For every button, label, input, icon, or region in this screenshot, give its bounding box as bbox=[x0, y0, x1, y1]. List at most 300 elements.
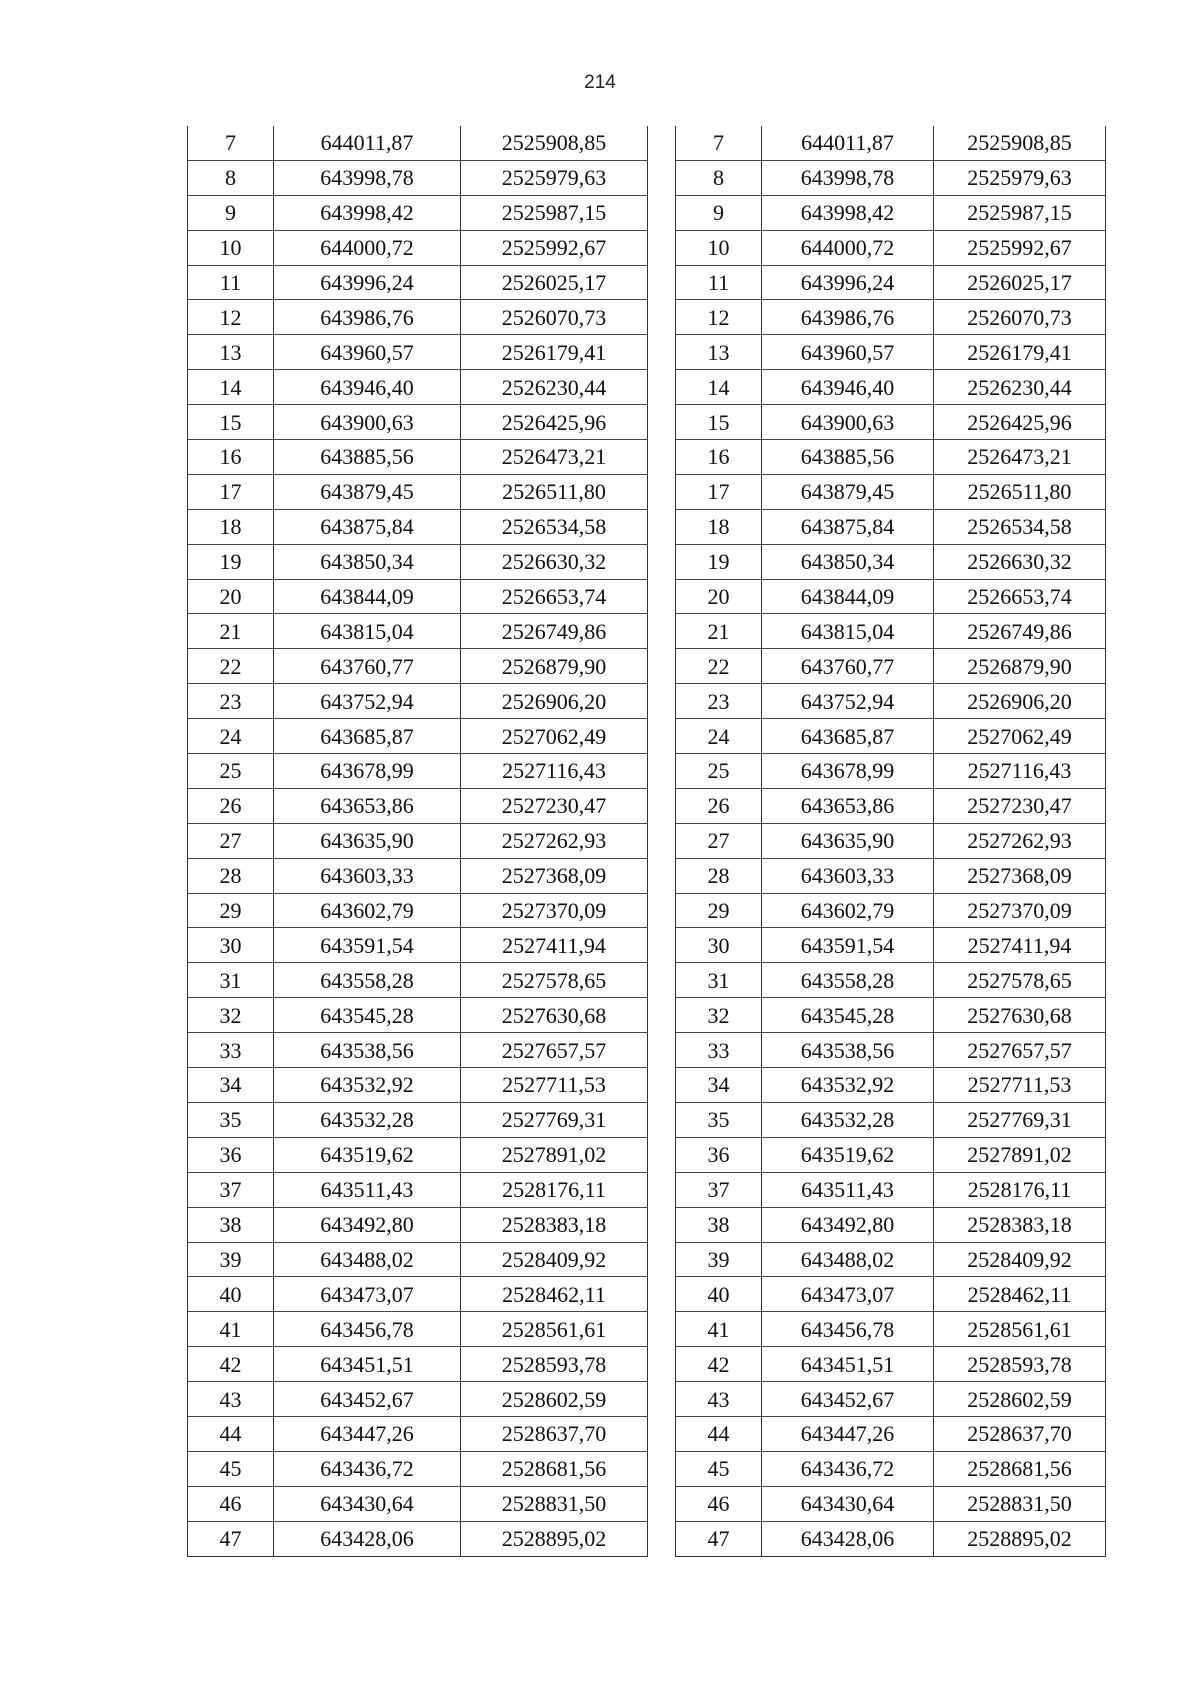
x-coordinate-cell: 643532,92 bbox=[762, 1068, 934, 1103]
table-row bbox=[188, 230, 648, 265]
y-coordinate-cell: 2528409,92 bbox=[461, 1242, 648, 1277]
y-coordinate-cell: 2526070,73 bbox=[934, 300, 1106, 335]
point-number-cell: 17 bbox=[188, 474, 274, 509]
table-row bbox=[188, 1451, 648, 1486]
point-number-cell: 23 bbox=[188, 684, 274, 719]
y-coordinate-cell: 2526511,80 bbox=[461, 474, 648, 509]
table-row bbox=[676, 300, 1106, 335]
point-number-cell: 36 bbox=[676, 1137, 762, 1172]
x-coordinate-cell: 643850,34 bbox=[274, 544, 461, 579]
x-coordinate-cell: 643532,28 bbox=[274, 1102, 461, 1137]
y-coordinate-cell: 2528602,59 bbox=[461, 1382, 648, 1417]
coordinates-table-right bbox=[675, 126, 1106, 1557]
table-row bbox=[676, 754, 1106, 789]
x-coordinate-cell: 643685,87 bbox=[762, 719, 934, 754]
x-coordinate-cell: 643760,77 bbox=[762, 649, 934, 684]
y-coordinate-cell: 2526230,44 bbox=[934, 370, 1106, 405]
y-coordinate-cell: 2528383,18 bbox=[461, 1207, 648, 1242]
point-number-cell: 13 bbox=[188, 335, 274, 370]
point-number-cell: 21 bbox=[676, 614, 762, 649]
x-coordinate-cell: 643447,26 bbox=[274, 1416, 461, 1451]
y-coordinate-cell: 2528561,61 bbox=[934, 1312, 1106, 1347]
y-coordinate-cell: 2525987,15 bbox=[461, 195, 648, 230]
point-number-cell: 44 bbox=[188, 1416, 274, 1451]
x-coordinate-cell: 643760,77 bbox=[274, 649, 461, 684]
table-row bbox=[188, 1207, 648, 1242]
point-number-cell: 26 bbox=[676, 788, 762, 823]
point-number-cell: 27 bbox=[188, 823, 274, 858]
point-number-cell: 34 bbox=[188, 1068, 274, 1103]
point-number-cell: 37 bbox=[676, 1172, 762, 1207]
x-coordinate-cell: 643428,06 bbox=[274, 1521, 461, 1556]
point-number-cell: 29 bbox=[676, 893, 762, 928]
table-row bbox=[188, 1068, 648, 1103]
table-row bbox=[188, 1312, 648, 1347]
y-coordinate-cell: 2525987,15 bbox=[934, 195, 1106, 230]
table-row bbox=[676, 998, 1106, 1033]
y-coordinate-cell: 2527769,31 bbox=[934, 1102, 1106, 1137]
x-coordinate-cell: 643451,51 bbox=[762, 1347, 934, 1382]
table-row bbox=[188, 858, 648, 893]
y-coordinate-cell: 2527116,43 bbox=[461, 754, 648, 789]
y-coordinate-cell: 2528681,56 bbox=[461, 1451, 648, 1486]
table-row bbox=[188, 998, 648, 1033]
table-row bbox=[188, 1033, 648, 1068]
x-coordinate-cell: 643538,56 bbox=[762, 1033, 934, 1068]
x-coordinate-cell: 643436,72 bbox=[762, 1451, 934, 1486]
x-coordinate-cell: 644000,72 bbox=[762, 230, 934, 265]
x-coordinate-cell: 643960,57 bbox=[762, 335, 934, 370]
point-number-cell: 7 bbox=[676, 126, 762, 160]
y-coordinate-cell: 2527630,68 bbox=[934, 998, 1106, 1033]
x-coordinate-cell: 643900,63 bbox=[762, 405, 934, 440]
x-coordinate-cell: 644011,87 bbox=[274, 126, 461, 160]
point-number-cell: 40 bbox=[676, 1277, 762, 1312]
point-number-cell: 29 bbox=[188, 893, 274, 928]
y-coordinate-cell: 2527891,02 bbox=[934, 1137, 1106, 1172]
table-row bbox=[188, 1172, 648, 1207]
y-coordinate-cell: 2527370,09 bbox=[934, 893, 1106, 928]
x-coordinate-cell: 643815,04 bbox=[274, 614, 461, 649]
point-number-cell: 21 bbox=[188, 614, 274, 649]
point-number-cell: 23 bbox=[676, 684, 762, 719]
x-coordinate-cell: 643960,57 bbox=[274, 335, 461, 370]
x-coordinate-cell: 643879,45 bbox=[762, 474, 934, 509]
x-coordinate-cell: 643591,54 bbox=[762, 928, 934, 963]
x-coordinate-cell: 643603,33 bbox=[762, 858, 934, 893]
point-number-cell: 31 bbox=[188, 963, 274, 998]
x-coordinate-cell: 643602,79 bbox=[762, 893, 934, 928]
point-number-cell: 39 bbox=[676, 1242, 762, 1277]
table-row bbox=[188, 474, 648, 509]
x-coordinate-cell: 643998,42 bbox=[762, 195, 934, 230]
point-number-cell: 16 bbox=[676, 440, 762, 475]
table-row bbox=[676, 858, 1106, 893]
table-row bbox=[188, 1137, 648, 1172]
x-coordinate-cell: 643473,07 bbox=[762, 1277, 934, 1312]
point-number-cell: 15 bbox=[676, 405, 762, 440]
point-number-cell: 15 bbox=[188, 405, 274, 440]
y-coordinate-cell: 2527062,49 bbox=[461, 719, 648, 754]
point-number-cell: 24 bbox=[676, 719, 762, 754]
y-coordinate-cell: 2526070,73 bbox=[461, 300, 648, 335]
point-number-cell: 41 bbox=[676, 1312, 762, 1347]
y-coordinate-cell: 2525979,63 bbox=[934, 160, 1106, 195]
y-coordinate-cell: 2527657,57 bbox=[461, 1033, 648, 1068]
table-row bbox=[676, 265, 1106, 300]
y-coordinate-cell: 2525908,85 bbox=[934, 126, 1106, 160]
table-row bbox=[676, 963, 1106, 998]
table-row bbox=[188, 509, 648, 544]
point-number-cell: 24 bbox=[188, 719, 274, 754]
y-coordinate-cell: 2526230,44 bbox=[461, 370, 648, 405]
x-coordinate-cell: 643844,09 bbox=[762, 579, 934, 614]
y-coordinate-cell: 2526473,21 bbox=[934, 440, 1106, 475]
table-row bbox=[676, 195, 1106, 230]
y-coordinate-cell: 2527578,65 bbox=[461, 963, 648, 998]
point-number-cell: 37 bbox=[188, 1172, 274, 1207]
y-coordinate-cell: 2526534,58 bbox=[934, 509, 1106, 544]
table-row bbox=[676, 719, 1106, 754]
point-number-cell: 36 bbox=[188, 1137, 274, 1172]
point-number-cell: 16 bbox=[188, 440, 274, 475]
point-number-cell: 30 bbox=[188, 928, 274, 963]
table-row bbox=[188, 405, 648, 440]
x-coordinate-cell: 643436,72 bbox=[274, 1451, 461, 1486]
point-number-cell: 35 bbox=[676, 1102, 762, 1137]
x-coordinate-cell: 643879,45 bbox=[274, 474, 461, 509]
table-row bbox=[676, 160, 1106, 195]
point-number-cell: 40 bbox=[188, 1277, 274, 1312]
table-row bbox=[188, 265, 648, 300]
y-coordinate-cell: 2525992,67 bbox=[461, 230, 648, 265]
x-coordinate-cell: 643519,62 bbox=[274, 1137, 461, 1172]
table-row bbox=[676, 1242, 1106, 1277]
y-coordinate-cell: 2527657,57 bbox=[934, 1033, 1106, 1068]
table-row bbox=[188, 1102, 648, 1137]
y-coordinate-cell: 2528383,18 bbox=[934, 1207, 1106, 1242]
point-number-cell: 19 bbox=[676, 544, 762, 579]
table-row bbox=[676, 509, 1106, 544]
table-row bbox=[676, 1102, 1106, 1137]
y-coordinate-cell: 2527769,31 bbox=[461, 1102, 648, 1137]
table-row bbox=[676, 474, 1106, 509]
table-row bbox=[676, 614, 1106, 649]
x-coordinate-cell: 643752,94 bbox=[274, 684, 461, 719]
x-coordinate-cell: 643492,80 bbox=[762, 1207, 934, 1242]
coordinates-table-left-body bbox=[188, 126, 648, 1556]
point-number-cell: 14 bbox=[188, 370, 274, 405]
x-coordinate-cell: 643452,67 bbox=[274, 1382, 461, 1417]
x-coordinate-cell: 643538,56 bbox=[274, 1033, 461, 1068]
table-row bbox=[188, 544, 648, 579]
table-row bbox=[676, 1033, 1106, 1068]
y-coordinate-cell: 2528895,02 bbox=[934, 1521, 1106, 1556]
x-coordinate-cell: 643430,64 bbox=[762, 1486, 934, 1521]
y-coordinate-cell: 2528176,11 bbox=[934, 1172, 1106, 1207]
x-coordinate-cell: 643532,92 bbox=[274, 1068, 461, 1103]
x-coordinate-cell: 643875,84 bbox=[274, 509, 461, 544]
x-coordinate-cell: 643986,76 bbox=[762, 300, 934, 335]
point-number-cell: 47 bbox=[188, 1521, 274, 1556]
x-coordinate-cell: 643428,06 bbox=[762, 1521, 934, 1556]
table-row bbox=[188, 1277, 648, 1312]
x-coordinate-cell: 643451,51 bbox=[274, 1347, 461, 1382]
point-number-cell: 20 bbox=[188, 579, 274, 614]
table-row bbox=[676, 440, 1106, 475]
table-row bbox=[188, 1382, 648, 1417]
y-coordinate-cell: 2527368,09 bbox=[934, 858, 1106, 893]
y-coordinate-cell: 2525908,85 bbox=[461, 126, 648, 160]
y-coordinate-cell: 2527630,68 bbox=[461, 998, 648, 1033]
x-coordinate-cell: 643986,76 bbox=[274, 300, 461, 335]
y-coordinate-cell: 2527711,53 bbox=[461, 1068, 648, 1103]
table-row bbox=[676, 1451, 1106, 1486]
point-number-cell: 35 bbox=[188, 1102, 274, 1137]
x-coordinate-cell: 643430,64 bbox=[274, 1486, 461, 1521]
y-coordinate-cell: 2528462,11 bbox=[461, 1277, 648, 1312]
table-row bbox=[188, 823, 648, 858]
point-number-cell: 11 bbox=[188, 265, 274, 300]
x-coordinate-cell: 643545,28 bbox=[274, 998, 461, 1033]
point-number-cell: 31 bbox=[676, 963, 762, 998]
x-coordinate-cell: 643998,78 bbox=[274, 160, 461, 195]
x-coordinate-cell: 643488,02 bbox=[762, 1242, 934, 1277]
table-row bbox=[188, 928, 648, 963]
point-number-cell: 32 bbox=[676, 998, 762, 1033]
point-number-cell: 12 bbox=[188, 300, 274, 335]
x-coordinate-cell: 643900,63 bbox=[274, 405, 461, 440]
table-row bbox=[676, 405, 1106, 440]
y-coordinate-cell: 2526879,90 bbox=[934, 649, 1106, 684]
y-coordinate-cell: 2527116,43 bbox=[934, 754, 1106, 789]
y-coordinate-cell: 2526630,32 bbox=[461, 544, 648, 579]
table-row bbox=[188, 614, 648, 649]
table-row bbox=[676, 893, 1106, 928]
y-coordinate-cell: 2528462,11 bbox=[934, 1277, 1106, 1312]
table-row bbox=[676, 544, 1106, 579]
y-coordinate-cell: 2527230,47 bbox=[934, 788, 1106, 823]
point-number-cell: 45 bbox=[188, 1451, 274, 1486]
y-coordinate-cell: 2527891,02 bbox=[461, 1137, 648, 1172]
table-row bbox=[188, 160, 648, 195]
table-row bbox=[676, 335, 1106, 370]
table-row bbox=[676, 1521, 1106, 1556]
y-coordinate-cell: 2526534,58 bbox=[461, 509, 648, 544]
y-coordinate-cell: 2528561,61 bbox=[461, 1312, 648, 1347]
y-coordinate-cell: 2526511,80 bbox=[934, 474, 1106, 509]
x-coordinate-cell: 643946,40 bbox=[762, 370, 934, 405]
table-row bbox=[188, 1416, 648, 1451]
x-coordinate-cell: 643685,87 bbox=[274, 719, 461, 754]
y-coordinate-cell: 2528895,02 bbox=[461, 1521, 648, 1556]
x-coordinate-cell: 643456,78 bbox=[274, 1312, 461, 1347]
table-row bbox=[676, 370, 1106, 405]
x-coordinate-cell: 643591,54 bbox=[274, 928, 461, 963]
y-coordinate-cell: 2528637,70 bbox=[461, 1416, 648, 1451]
table-row bbox=[676, 1068, 1106, 1103]
table-row bbox=[188, 579, 648, 614]
table-row bbox=[676, 1137, 1106, 1172]
point-number-cell: 43 bbox=[188, 1382, 274, 1417]
y-coordinate-cell: 2526879,90 bbox=[461, 649, 648, 684]
y-coordinate-cell: 2528831,50 bbox=[934, 1486, 1106, 1521]
y-coordinate-cell: 2527368,09 bbox=[461, 858, 648, 893]
point-number-cell: 46 bbox=[676, 1486, 762, 1521]
x-coordinate-cell: 643678,99 bbox=[762, 754, 934, 789]
point-number-cell: 46 bbox=[188, 1486, 274, 1521]
point-number-cell: 47 bbox=[676, 1521, 762, 1556]
x-coordinate-cell: 643545,28 bbox=[762, 998, 934, 1033]
table-row bbox=[188, 1347, 648, 1382]
x-coordinate-cell: 643653,86 bbox=[762, 788, 934, 823]
table-row bbox=[188, 963, 648, 998]
point-number-cell: 34 bbox=[676, 1068, 762, 1103]
table-row bbox=[676, 649, 1106, 684]
point-number-cell: 9 bbox=[676, 195, 762, 230]
y-coordinate-cell: 2526749,86 bbox=[934, 614, 1106, 649]
y-coordinate-cell: 2527230,47 bbox=[461, 788, 648, 823]
x-coordinate-cell: 643558,28 bbox=[274, 963, 461, 998]
y-coordinate-cell: 2526906,20 bbox=[934, 684, 1106, 719]
point-number-cell: 19 bbox=[188, 544, 274, 579]
point-number-cell: 11 bbox=[676, 265, 762, 300]
y-coordinate-cell: 2526425,96 bbox=[934, 405, 1106, 440]
y-coordinate-cell: 2526653,74 bbox=[934, 579, 1106, 614]
table-row bbox=[676, 1382, 1106, 1417]
y-coordinate-cell: 2526179,41 bbox=[934, 335, 1106, 370]
point-number-cell: 26 bbox=[188, 788, 274, 823]
point-number-cell: 42 bbox=[188, 1347, 274, 1382]
y-coordinate-cell: 2528681,56 bbox=[934, 1451, 1106, 1486]
y-coordinate-cell: 2526749,86 bbox=[461, 614, 648, 649]
table-row bbox=[676, 230, 1106, 265]
y-coordinate-cell: 2528176,11 bbox=[461, 1172, 648, 1207]
point-number-cell: 8 bbox=[188, 160, 274, 195]
x-coordinate-cell: 643511,43 bbox=[274, 1172, 461, 1207]
table-row bbox=[188, 684, 648, 719]
x-coordinate-cell: 643602,79 bbox=[274, 893, 461, 928]
x-coordinate-cell: 643653,86 bbox=[274, 788, 461, 823]
y-coordinate-cell: 2527262,93 bbox=[461, 823, 648, 858]
x-coordinate-cell: 643532,28 bbox=[762, 1102, 934, 1137]
page-number: 214 bbox=[584, 72, 616, 93]
y-coordinate-cell: 2527062,49 bbox=[934, 719, 1106, 754]
table-row bbox=[188, 1521, 648, 1556]
point-number-cell: 8 bbox=[676, 160, 762, 195]
table-row bbox=[188, 440, 648, 475]
x-coordinate-cell: 643456,78 bbox=[762, 1312, 934, 1347]
coordinates-table-left bbox=[187, 126, 648, 1557]
point-number-cell: 44 bbox=[676, 1416, 762, 1451]
y-coordinate-cell: 2525979,63 bbox=[461, 160, 648, 195]
x-coordinate-cell: 643752,94 bbox=[762, 684, 934, 719]
point-number-cell: 10 bbox=[676, 230, 762, 265]
point-number-cell: 32 bbox=[188, 998, 274, 1033]
x-coordinate-cell: 643447,26 bbox=[762, 1416, 934, 1451]
y-coordinate-cell: 2528593,78 bbox=[461, 1347, 648, 1382]
x-coordinate-cell: 643996,24 bbox=[274, 265, 461, 300]
point-number-cell: 38 bbox=[188, 1207, 274, 1242]
y-coordinate-cell: 2528637,70 bbox=[934, 1416, 1106, 1451]
point-number-cell: 25 bbox=[188, 754, 274, 789]
point-number-cell: 33 bbox=[676, 1033, 762, 1068]
y-coordinate-cell: 2526025,17 bbox=[461, 265, 648, 300]
y-coordinate-cell: 2528409,92 bbox=[934, 1242, 1106, 1277]
x-coordinate-cell: 643488,02 bbox=[274, 1242, 461, 1277]
table-row bbox=[676, 1486, 1106, 1521]
point-number-cell: 12 bbox=[676, 300, 762, 335]
point-number-cell: 45 bbox=[676, 1451, 762, 1486]
table-row bbox=[676, 126, 1106, 160]
table-row bbox=[188, 893, 648, 928]
table-row bbox=[676, 684, 1106, 719]
point-number-cell: 18 bbox=[676, 509, 762, 544]
y-coordinate-cell: 2526630,32 bbox=[934, 544, 1106, 579]
table-row bbox=[188, 126, 648, 160]
y-coordinate-cell: 2527411,94 bbox=[934, 928, 1106, 963]
table-row bbox=[676, 1312, 1106, 1347]
x-coordinate-cell: 643844,09 bbox=[274, 579, 461, 614]
point-number-cell: 18 bbox=[188, 509, 274, 544]
y-coordinate-cell: 2528831,50 bbox=[461, 1486, 648, 1521]
x-coordinate-cell: 643492,80 bbox=[274, 1207, 461, 1242]
y-coordinate-cell: 2526025,17 bbox=[934, 265, 1106, 300]
table-row bbox=[188, 1242, 648, 1277]
y-coordinate-cell: 2527411,94 bbox=[461, 928, 648, 963]
y-coordinate-cell: 2528593,78 bbox=[934, 1347, 1106, 1382]
point-number-cell: 33 bbox=[188, 1033, 274, 1068]
x-coordinate-cell: 643885,56 bbox=[274, 440, 461, 475]
table-row bbox=[188, 649, 648, 684]
point-number-cell: 22 bbox=[188, 649, 274, 684]
point-number-cell: 17 bbox=[676, 474, 762, 509]
y-coordinate-cell: 2528602,59 bbox=[934, 1382, 1106, 1417]
x-coordinate-cell: 643946,40 bbox=[274, 370, 461, 405]
x-coordinate-cell: 643603,33 bbox=[274, 858, 461, 893]
table-row bbox=[676, 579, 1106, 614]
table-row bbox=[188, 195, 648, 230]
x-coordinate-cell: 643885,56 bbox=[762, 440, 934, 475]
point-number-cell: 14 bbox=[676, 370, 762, 405]
table-row bbox=[188, 719, 648, 754]
y-coordinate-cell: 2526473,21 bbox=[461, 440, 648, 475]
table-row bbox=[188, 335, 648, 370]
x-coordinate-cell: 643519,62 bbox=[762, 1137, 934, 1172]
point-number-cell: 9 bbox=[188, 195, 274, 230]
point-number-cell: 13 bbox=[676, 335, 762, 370]
point-number-cell: 30 bbox=[676, 928, 762, 963]
point-number-cell: 42 bbox=[676, 1347, 762, 1382]
x-coordinate-cell: 643452,67 bbox=[762, 1382, 934, 1417]
point-number-cell: 28 bbox=[188, 858, 274, 893]
point-number-cell: 22 bbox=[676, 649, 762, 684]
table-row bbox=[188, 1486, 648, 1521]
table-row bbox=[676, 1277, 1106, 1312]
point-number-cell: 7 bbox=[188, 126, 274, 160]
x-coordinate-cell: 643998,42 bbox=[274, 195, 461, 230]
x-coordinate-cell: 643815,04 bbox=[762, 614, 934, 649]
x-coordinate-cell: 644000,72 bbox=[274, 230, 461, 265]
x-coordinate-cell: 643558,28 bbox=[762, 963, 934, 998]
table-row bbox=[188, 754, 648, 789]
point-number-cell: 10 bbox=[188, 230, 274, 265]
point-number-cell: 43 bbox=[676, 1382, 762, 1417]
point-number-cell: 38 bbox=[676, 1207, 762, 1242]
y-coordinate-cell: 2526179,41 bbox=[461, 335, 648, 370]
y-coordinate-cell: 2527262,93 bbox=[934, 823, 1106, 858]
table-row bbox=[188, 300, 648, 335]
